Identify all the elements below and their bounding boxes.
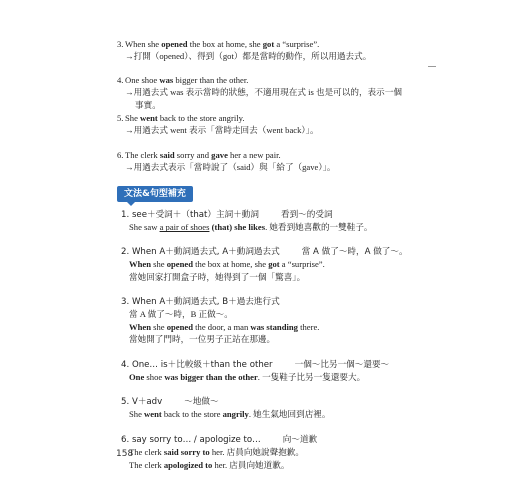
example-explanation: [117, 50, 371, 62]
grammar-item-2: [121, 246, 408, 283]
grammar-item-4: [121, 359, 389, 384]
example-4: [117, 74, 402, 111]
example-sentence: [117, 112, 319, 124]
margin-mark: [428, 66, 436, 67]
example-5: [117, 112, 319, 137]
grammar-example: [121, 308, 319, 320]
item-number: 3.: [117, 39, 124, 49]
item-number: 5.: [121, 397, 132, 407]
grammar-item-3: [121, 296, 319, 346]
text-run: She: [129, 409, 145, 420]
pattern-text: V＋adv: [131, 397, 163, 407]
page-number: 158: [116, 449, 134, 459]
text-run: apologized to: [163, 459, 213, 470]
text-run: One shoe: [125, 75, 160, 85]
text-run: went: [140, 113, 158, 123]
example-explanation: [117, 124, 319, 136]
text-run: the box at home, she: [193, 259, 269, 270]
grammar-example: [121, 446, 317, 458]
text-run: her. 店員向她道歉。: [212, 459, 290, 470]
item-number: 4.: [117, 75, 124, 85]
text-run: got: [268, 259, 280, 270]
item-number: 6.: [121, 435, 132, 445]
pattern-text: say sorry to… / apologize to…: [131, 435, 261, 445]
text-run: a pair of shoes: [159, 222, 210, 233]
text-run: opened: [166, 259, 193, 270]
text-run: The clerk: [129, 447, 164, 458]
pattern-text: One… is＋比較級＋than the other: [131, 360, 273, 370]
text-run: →用過去式表示「當時說了（said）與「給了（gave）」。: [125, 162, 336, 173]
text-run: . 她生氣地回到店裡。: [248, 409, 331, 420]
grammar-pattern: [121, 434, 317, 446]
text-run: One: [129, 372, 145, 383]
text-run: said sorry to: [163, 447, 210, 458]
text-run: a “surprise”.: [279, 259, 325, 270]
pattern-meaning: ～地做～: [184, 397, 219, 407]
text-run: . 一隻鞋子比另一隻還要大。: [257, 372, 366, 383]
text-run: bigger than the other.: [173, 75, 249, 85]
grammar-pattern: [121, 209, 373, 221]
text-run: sorry and: [174, 150, 212, 160]
text-run: When: [129, 259, 151, 270]
text-run: was: [164, 372, 179, 383]
item-number: 2.: [121, 247, 132, 257]
grammar-item-1: [121, 209, 373, 234]
grammar-example: [121, 459, 317, 471]
text-run: said: [159, 150, 175, 160]
item-number: 6.: [117, 150, 124, 160]
pattern-text: When A＋動詞過去式, A＋動詞過去式: [131, 247, 280, 257]
item-number: 3.: [121, 297, 132, 307]
text-run: She: [125, 113, 141, 123]
grammar-item-5: [121, 396, 331, 421]
section-title-grammar-supplement: 文法&句型補充: [117, 186, 193, 202]
text-run: angrily: [222, 409, 249, 420]
pattern-text: When A＋動詞過去式, B＋過去進行式: [131, 297, 280, 307]
pattern-meaning: 看到～的受詞: [280, 210, 333, 220]
grammar-item-6: [121, 434, 317, 471]
text-run: When she: [125, 39, 162, 49]
text-run: 當 A 做了～時，B 正做～。: [129, 309, 233, 320]
example-explanation: [117, 161, 336, 173]
text-run: 當她回家打開盒子時，她得到了一個「驚喜」。: [129, 271, 306, 282]
item-number: 1.: [121, 210, 132, 220]
text-run: →用過去式 was 表示當時的狀態，不適用現在式 is 也是可以的，表示一個: [125, 87, 402, 98]
pattern-meaning: 當 A 做了～時，A 做了～。: [301, 247, 408, 257]
grammar-example: [121, 258, 408, 270]
text-run: . 她看到她喜歡的一雙鞋子。: [265, 222, 373, 233]
grammar-pattern: [121, 359, 389, 371]
text-run: back to the store: [161, 409, 223, 420]
text-run: went: [144, 409, 162, 420]
text-run: a “surprise”.: [274, 39, 320, 49]
grammar-pattern: [121, 296, 319, 308]
text-run: bigger than the other: [180, 372, 258, 383]
text-run: her a new pair.: [227, 150, 281, 160]
pattern-meaning: 一個～比另一個～還要～: [294, 360, 390, 370]
text-run: shoe: [144, 372, 165, 383]
grammar-example: [121, 408, 331, 420]
text-run: 當她開了門時，一位男子正站在那邊。: [129, 334, 276, 345]
example-explanation: [117, 86, 402, 98]
pattern-text: see＋受詞＋（that）主詞＋動詞: [131, 210, 259, 220]
example-3: [117, 38, 371, 63]
text-run: opened: [166, 321, 193, 332]
example-sentence: [117, 149, 336, 161]
text-run: opened: [161, 39, 188, 49]
text-run: (that) she likes: [211, 222, 266, 233]
text-run: the door, a man: [193, 321, 251, 332]
example-6: [117, 149, 336, 174]
item-number: 4.: [121, 360, 132, 370]
example-sentence: [117, 74, 402, 86]
text-run: her. 店員向她說聲抱歉。: [209, 447, 304, 458]
grammar-example: [121, 271, 408, 283]
example-explanation: [117, 99, 402, 111]
text-run: gave: [211, 150, 228, 160]
item-number: 5.: [117, 113, 124, 123]
text-run: she: [150, 259, 167, 270]
text-run: was: [159, 75, 174, 85]
grammar-example: [121, 333, 319, 345]
grammar-pattern: [121, 246, 408, 258]
pattern-meaning: 向～道歉: [282, 435, 318, 445]
text-run: got: [262, 39, 275, 49]
text-run: back to the store angrily.: [157, 113, 245, 123]
text-run: When: [129, 321, 151, 332]
text-run: →用過去式 went 表示「當時走回去（went back）」。: [125, 125, 319, 136]
text-run: The clerk: [129, 459, 164, 470]
text-run: The clerk: [125, 150, 160, 160]
text-run: there.: [297, 321, 320, 332]
grammar-pattern: [121, 396, 331, 408]
text-run: 事實。: [135, 99, 161, 110]
text-run: the box at home, she: [187, 39, 263, 49]
grammar-example: [121, 371, 389, 383]
text-run: She saw: [129, 222, 160, 233]
text-run: she: [150, 321, 167, 332]
example-sentence: [117, 38, 371, 50]
grammar-example: [121, 321, 319, 333]
grammar-example: [121, 221, 373, 233]
text-run: →打開（opened）、得到（got）都是當時的動作，所以用過去式。: [125, 51, 372, 62]
text-run: was standing: [250, 321, 298, 332]
